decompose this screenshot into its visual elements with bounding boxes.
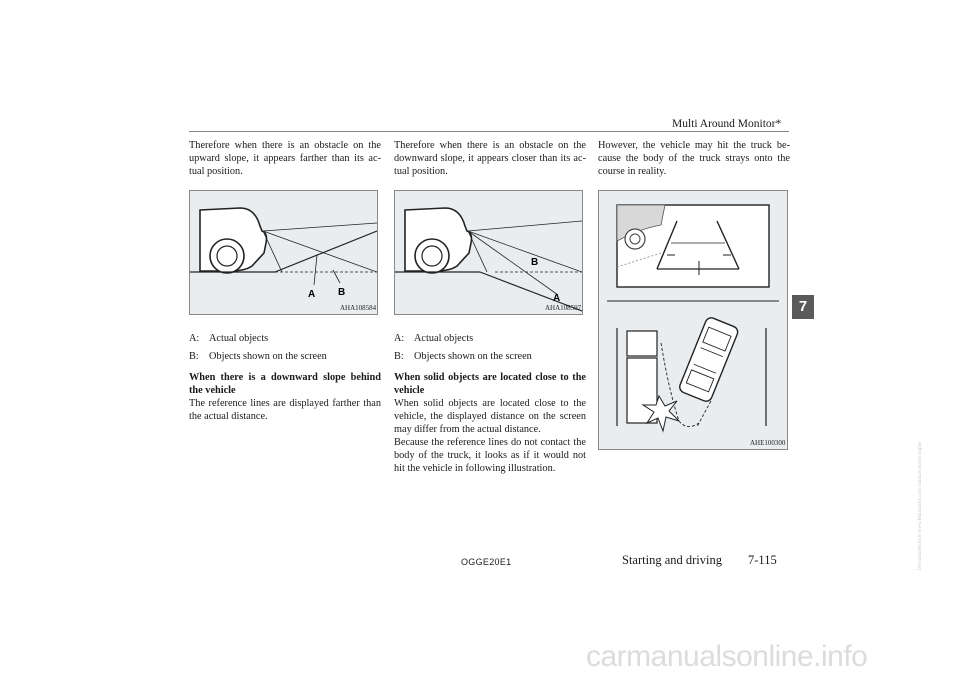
figure-code: AHE100300	[750, 439, 786, 447]
upward-slope-diagram	[190, 191, 377, 314]
body-text: The reference lines are displayed farther than the actual distance.	[189, 398, 381, 422]
footer-section: Starting and driving	[622, 553, 722, 567]
left-column	[189, 139, 381, 178]
legend-item: B: Objects shown on the screen	[189, 351, 327, 362]
header-rule	[189, 131, 789, 132]
legend-item: A: Actual objects	[394, 333, 474, 344]
truck-collision-figure	[598, 190, 788, 450]
downward-slope-diagram	[395, 191, 582, 314]
right-column	[598, 139, 790, 178]
truck-collision-diagram	[599, 191, 787, 449]
body-text: When solid objects are located close to the vehicle, the displayed distance on the screen may differ from the actual distance.	[394, 398, 586, 435]
downward-slope-figure	[394, 190, 583, 315]
middle-intro: Therefore when there is an obstacle on the downward slope, it appears closer than its ac-tual position.	[394, 140, 586, 177]
subheading: When solid objects are located close to the vehicle	[394, 372, 586, 396]
left-intro: Therefore when there is an obstacle on the upward slope, it appears farther than its ac-tual position.	[189, 140, 381, 177]
body-text: Because the reference lines do not contact the body of the truck, it looks as if it would not hit the vehicle in following illustration.	[394, 437, 586, 474]
figure-code: AHA108584	[340, 304, 377, 312]
page-number: 7-115	[748, 553, 777, 567]
document-code: OGGE20E1	[461, 557, 512, 567]
label-b: B	[531, 257, 539, 268]
middle-section	[394, 371, 586, 475]
upward-slope-figure	[189, 190, 378, 315]
watermark: carmanualsonline.info	[586, 640, 868, 673]
subheading: When there is a downward slope behind the vehicle	[189, 372, 381, 396]
label-b: B	[338, 287, 346, 298]
section-title: Multi Around Monitor*	[672, 118, 782, 130]
left-section	[189, 371, 381, 423]
figure-code: AHA108597	[545, 304, 582, 312]
right-intro: However, the vehicle may hit the truck be-cause the body of the truck strays onto the course in reality.	[598, 140, 790, 177]
chapter-tab: 7	[792, 295, 814, 319]
legend-item: A: Actual objects	[189, 333, 269, 344]
label-a: A	[308, 289, 316, 300]
middle-column	[394, 139, 586, 178]
side-watermark: Downloaded from www.Manualslib.com manuals search engine	[918, 441, 923, 570]
legend-item: B: Objects shown on the screen	[394, 351, 532, 362]
label-a: A	[553, 293, 561, 304]
